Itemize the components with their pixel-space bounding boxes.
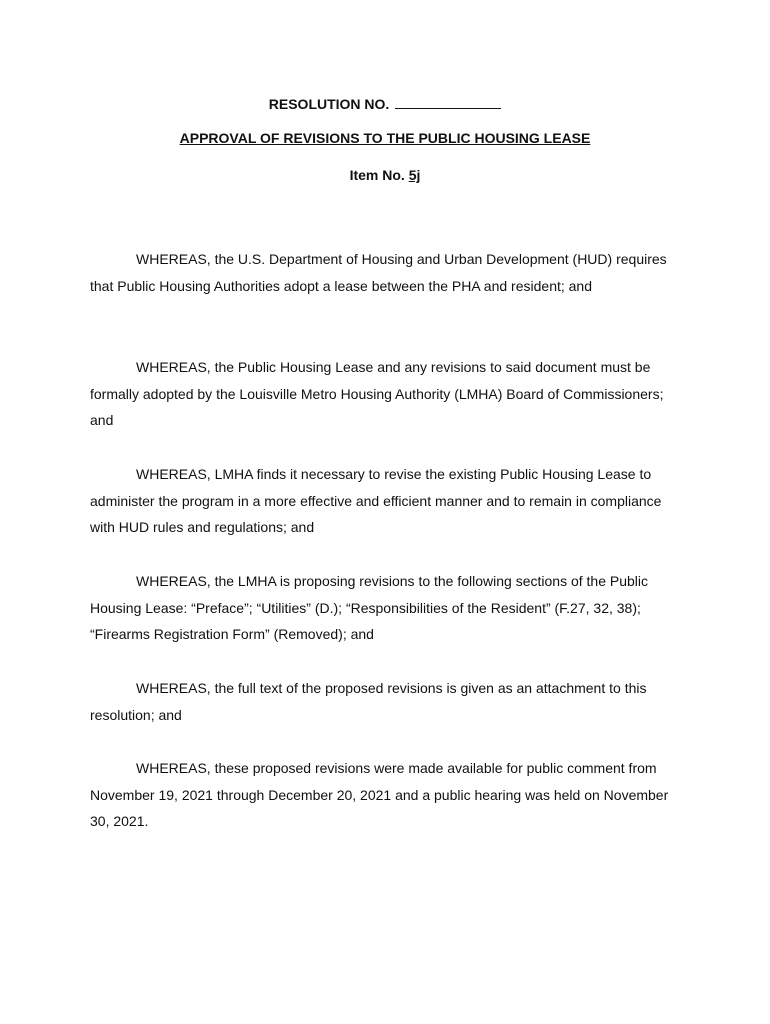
item-label: Item No. bbox=[349, 167, 405, 183]
resolution-number-blank bbox=[395, 94, 501, 109]
whereas-paragraph-3: WHEREAS, LMHA finds it necessary to revise the existing Public Housing Lease to administer the program in a more effective and efficient manner and to remain in compliance with HUD rules and regulations; and bbox=[90, 466, 662, 535]
item-value: 5j bbox=[408, 167, 421, 183]
resolution-label: RESOLUTION NO. bbox=[268, 96, 390, 112]
whereas-paragraph-6: WHEREAS, these proposed revisions were made available for public comment from November 19, 2021 through December 20, 2021 and a public hearing was held on November 30, 2021. bbox=[90, 760, 669, 829]
whereas-paragraph-4: WHEREAS, the LMHA is proposing revisions to the following sections of the Public Housing Lease: “Preface”; “Utilities” (D.); “Responsibilities of the Resident” (F.27, 32, 38); “Firearms Registration Form” (Removed); and bbox=[90, 573, 649, 642]
resolution-number-line bbox=[0, 94, 770, 113]
whereas-paragraph-1: WHEREAS, the U.S. Department of Housing and Urban Development (HUD) requires that Public Housing Authorities adopt a lease between the PHA and resident; and bbox=[90, 251, 667, 294]
item-number-line bbox=[0, 166, 770, 184]
whereas-paragraph-5: WHEREAS, the full text of the proposed revisions is given as an attachment to this resolution; and bbox=[90, 680, 647, 723]
resolution-title: APPROVAL OF REVISIONS TO THE PUBLIC HOUSING LEASE bbox=[179, 130, 591, 146]
whereas-paragraph-2: WHEREAS, the Public Housing Lease and any revisions to said document must be formally adopted by the Louisville Metro Housing Authority (LMHA) Board of Commissioners; and bbox=[90, 359, 664, 428]
